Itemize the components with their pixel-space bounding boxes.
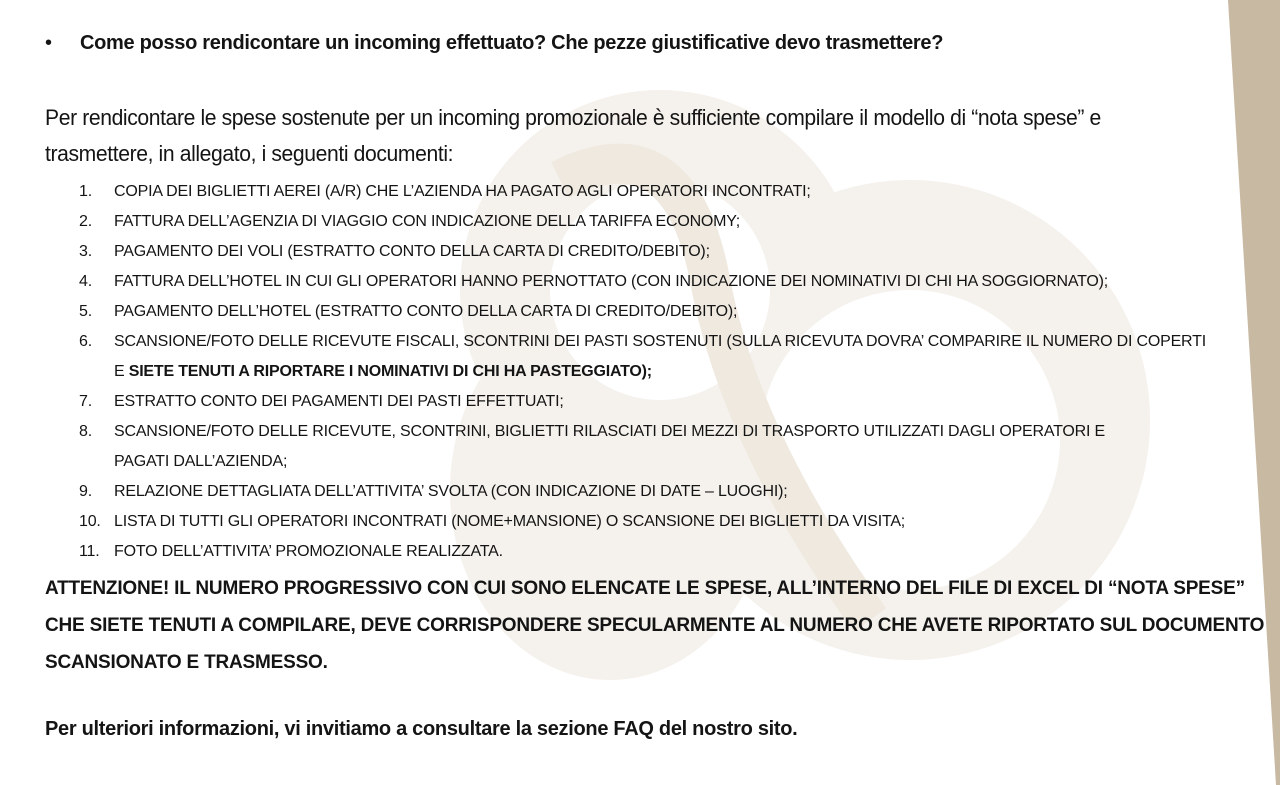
document-list-item bbox=[45, 537, 1225, 567]
warning-line: SCANSIONATO E TRASMESSO. bbox=[45, 652, 328, 673]
document-list-item bbox=[45, 237, 1225, 267]
list-item-text: FATTURA DELL’HOTEL IN CUI GLI OPERATORI HANNO PERNOTTATO (CON INDICAZIONE DEI NOMINATIVI DI CHI HA SOGGIORNATO); bbox=[114, 273, 1109, 290]
document-list-item bbox=[45, 477, 1225, 507]
list-item-number: 9. bbox=[79, 483, 92, 500]
closing-note: Per ulteriori informazioni, vi invitiamo a consultare la sezione FAQ del nostro sito. bbox=[45, 718, 798, 740]
list-item-number: 10. bbox=[79, 513, 101, 530]
decorative-edge bbox=[1220, 0, 1280, 785]
continuation-emphasis: SIETE TENUTI A RIPORTARE I NOMINATIVI DI CHI HA PASTEGGIATO); bbox=[128, 363, 652, 380]
document-list-item bbox=[45, 417, 1225, 477]
list-item-number: 1. bbox=[79, 183, 92, 200]
list-item-number: 2. bbox=[79, 213, 92, 230]
document-list-item bbox=[45, 207, 1225, 237]
intro-paragraph: Per rendicontare le spese sostenute per un incoming promozionale è sufficiente compilare il modello di “nota spese” e trasmettere, in allegato, i seguenti documenti: bbox=[45, 105, 1101, 166]
list-item-number: 6. bbox=[79, 333, 92, 350]
document-list-item bbox=[45, 177, 1225, 207]
list-item-text: ESTRATTO CONTO DEI PAGAMENTI DEI PASTI EFFETTUATI; bbox=[114, 393, 564, 410]
list-item-number: 4. bbox=[79, 273, 92, 290]
document-list-item bbox=[45, 267, 1225, 297]
warning-notice bbox=[45, 570, 1265, 681]
faq-question bbox=[45, 32, 943, 55]
warning-line: ATTENZIONE! IL NUMERO PROGRESSIVO CON CUI SONO ELENCATE LE SPESE, ALL’INTERNO DEL FILE DI EXCEL DI “NOTA SPESE” bbox=[45, 578, 1245, 599]
list-item-continuation bbox=[114, 357, 1225, 387]
list-item-text: SCANSIONE/FOTO DELLE RICEVUTE FISCALI, SCONTRINI DEI PASTI SOSTENUTI (SULLA RICEVUTA DOVRA’ COMPARIRE IL NUMERO DI COPERTI bbox=[114, 333, 1206, 350]
list-item-text: COPIA DEI BIGLIETTI AEREI (A/R) CHE L’AZIENDA HA PAGATO AGLI OPERATORI INCONTRATI; bbox=[114, 183, 811, 200]
list-item-number: 11. bbox=[79, 543, 100, 560]
document-list-item bbox=[45, 387, 1225, 417]
list-item-text: PAGAMENTO DEI VOLI (ESTRATTO CONTO DELLA CARTA DI CREDITO/DEBITO); bbox=[114, 243, 710, 260]
documents-list bbox=[45, 177, 1225, 567]
list-item-number: 3. bbox=[79, 243, 92, 260]
list-item-text: FATTURA DELL’AGENZIA DI VIAGGIO CON INDICAZIONE DELLA TARIFFA ECONOMY; bbox=[114, 213, 740, 230]
document-list-item bbox=[45, 297, 1225, 327]
document-list-item bbox=[45, 507, 1225, 537]
list-item-text: SCANSIONE/FOTO DELLE RICEVUTE, SCONTRINI, BIGLIETTI RILASCIATI DEI MEZZI DI TRASPORTO UTILIZZATI DAGLI OPERATORI E bbox=[114, 423, 1105, 440]
list-item-text: RELAZIONE DETTAGLIATA DELL’ATTIVITA’ SVOLTA (CON INDICAZIONE DI DATE – LUOGHI); bbox=[114, 483, 788, 500]
list-item-number: 5. bbox=[79, 303, 92, 320]
list-item-text: LISTA DI TUTTI GLI OPERATORI INCONTRATI (NOME+MANSIONE) O SCANSIONE DEI BIGLIETTI DA VISITA; bbox=[114, 513, 906, 530]
continuation-prefix: E bbox=[114, 363, 129, 380]
bullet-marker: • bbox=[45, 32, 52, 54]
list-item-number: 7. bbox=[79, 393, 92, 410]
question-text: Come posso rendicontare un incoming effettuato? Che pezze giustificative devo trasmettere? bbox=[80, 32, 944, 54]
list-item-continuation: PAGATI DALL’AZIENDA; bbox=[114, 453, 288, 470]
list-item-number: 8. bbox=[79, 423, 92, 440]
list-item-text: PAGAMENTO DELL’HOTEL (ESTRATTO CONTO DELLA CARTA DI CREDITO/DEBITO); bbox=[114, 303, 738, 320]
list-item-text: FOTO DELL’ATTIVITA’ PROMOZIONALE REALIZZATA. bbox=[114, 543, 503, 560]
document-list-item bbox=[45, 327, 1225, 387]
warning-line: CHE SIETE TENUTI A COMPILARE, DEVE CORRISPONDERE SPECULARMENTE AL NUMERO CHE AVETE RIPORTATO SUL DOCUMENTO bbox=[45, 615, 1265, 636]
